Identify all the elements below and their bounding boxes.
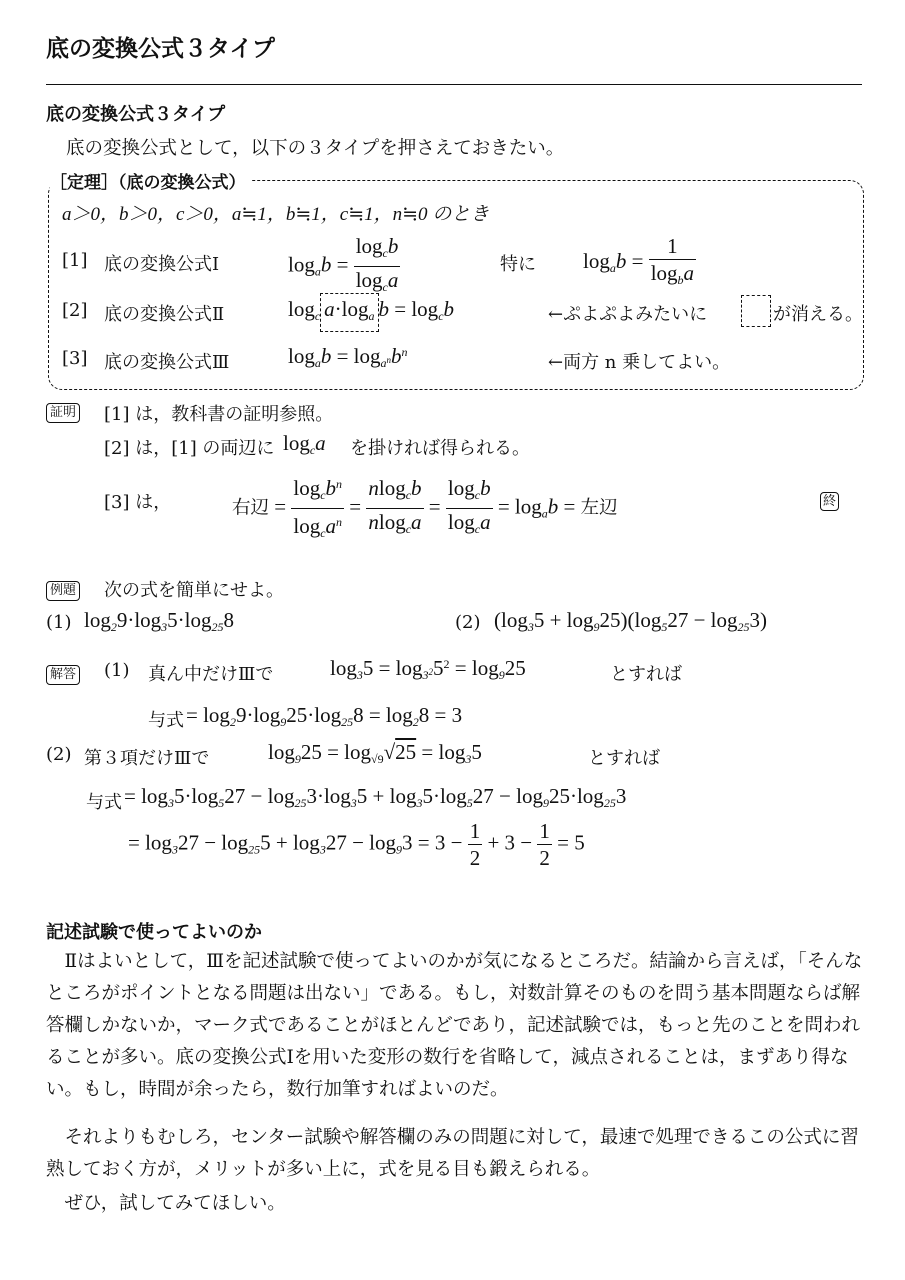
answer-1-step: $\log_35 = \log_{3^2}5^2 = \log_925$	[330, 656, 526, 682]
lhs-label: 左辺	[580, 497, 618, 519]
answer-2-expr-label: 与式	[86, 792, 122, 813]
theorem-item-1-name: 底の変換公式Ⅰ	[104, 254, 220, 275]
answer-1-then: とすれば	[610, 664, 682, 685]
formula-2: $\log_c a\cdot\log_a$ $b = \log_cb$	[288, 293, 454, 332]
end-mark: 終	[820, 492, 839, 511]
answer-2-intro: 第３項だけⅢで	[84, 748, 210, 769]
proof-tag: 証明	[46, 403, 80, 423]
section2-paragraph-1: Ⅱはよいとして，Ⅲを記述試験で使ってよいのかが気になるところだ。結論から言えば，「そんなところがポイントとなる問題は出ない」である。もし，対数計算そのものを問う基本問題ならば解答欄しかないか，マーク式であることがほとんどであり，記述試験では，もっと先のことを問われることが多い。底の変換公式Ⅰを用いた変形の数行を省略して，減点されることは，まずあり得ない。もし，時間が余ったら，数行加筆すればよいのだ。	[46, 951, 863, 1100]
theorem-item-3-name: 底の変換公式Ⅲ	[104, 352, 230, 373]
formula-1: $\log_ab$ = $\frac{\log_cb}{\log_ca}$	[288, 233, 400, 300]
dashed-box-icon	[741, 295, 771, 327]
intro-text: 底の変換公式として，以下の３タイプを押さえておきたい。	[66, 138, 565, 159]
theorem-item-2-num: [2]	[62, 300, 88, 321]
formula-2-note-post: が消える。	[773, 304, 863, 325]
section-heading: 底の変換公式３タイプ	[46, 104, 226, 125]
answer-2-then: とすれば	[588, 748, 660, 769]
proof-tag-wrap	[46, 400, 80, 423]
page-title: 底の変換公式３タイプ	[46, 36, 275, 62]
section2-heading: 記述試験で使ってよいのか	[46, 922, 262, 943]
formula-2-note-pre: ←ぷよぷよみたいに	[548, 304, 708, 325]
answer-tag: 解答	[46, 665, 80, 685]
section2-paragraph-3: ぜひ，試してみてほしい。	[46, 1193, 286, 1214]
problem-2-expr: $(\log_35 + \log_925)(\log_527 - \log_{25}3)$	[494, 608, 768, 634]
theorem-label: ［定理］（底の変換公式）	[50, 168, 252, 193]
special-label: 特に	[500, 254, 536, 275]
title-divider	[46, 84, 862, 85]
answer-1-expr-label: 与式	[148, 710, 184, 731]
example-instruction: 次の式を簡単にせよ。	[104, 580, 284, 601]
proof-line-2-pre: [2] は，[1] の両辺に	[104, 438, 275, 459]
theorem-item-3-num: [3]	[62, 348, 88, 369]
theorem-item-1-num: [1]	[62, 250, 88, 271]
answer-1-num: (1)	[104, 660, 130, 681]
proof-line-2-math: $\log_ca$	[283, 431, 326, 457]
problem-1-expr: $\log_29\cdot\log_35\cdot\log_{25}8$	[84, 608, 234, 634]
answer-1-result: = $\log_29\cdot\log_925\cdot\log_{25}8 = \log_28 = 3$	[186, 703, 463, 729]
answer-2-line-2: = $\log_327 - \log_{25}5 + \log_327 - \log_93 = 3$ − $\frac{1}{2}$ + 3 − $\frac{1}{2}$ = 5	[128, 819, 585, 870]
formula-3-note: ←両方 n 乗してよい。	[548, 352, 731, 373]
answer-2-step: $\log_925 = \log_{√9}√25 = \log_35$	[268, 740, 482, 766]
section2-paragraph-2: それよりもむしろ，センター試験や解答欄のみの問題に対して，最速で処理できるこの公式に習熟しておく方が，メリットが多い上に，式を見る目も鍛えられる。	[46, 1127, 859, 1180]
rhs-label: 右辺	[232, 497, 270, 519]
formula-1-special: $\log_ab$ = $\frac{1}{\log_ba}$	[583, 233, 696, 293]
problem-2-num: (2)	[455, 612, 481, 633]
answer-tag-wrap	[46, 662, 80, 685]
proof-line-1: [1] は，教科書の証明参照。	[104, 404, 334, 425]
problem-1-num: (1)	[46, 612, 72, 633]
theorem-conditions: a＞0，b＞0，c＞0，a≒1，b≒1，c≒1，n≒0 のとき	[62, 204, 490, 225]
end-mark-wrap	[820, 489, 839, 511]
proof-line-3-pre: [3] は，	[104, 492, 172, 513]
answer-1-intro: 真ん中だけⅢで	[148, 664, 274, 685]
example-tag-wrap	[46, 578, 80, 601]
example-tag: 例題	[46, 581, 80, 601]
proof-line-3-math: 右辺 = $\frac{\log_cb^n}{\log_ca^n}$ = $\frac{nlog_cb}{nlog_ca}$ = $\frac{\log_cb}{\log_ca}$ = $\log_ab$ = 左辺	[232, 471, 618, 546]
formula-3: $\log_ab = \log_{a^n}b^n$	[288, 344, 408, 370]
answer-2-num: (2)	[46, 744, 72, 765]
answer-2-line-1: = $\log_35\cdot\log_527 - \log_{25}3\cdot\log_35 + \log_35\cdot\log_527 - \log_925\cdot\log_{25}3$	[124, 784, 627, 810]
theorem-item-2-name: 底の変換公式Ⅱ	[104, 304, 225, 325]
proof-line-2-post: を掛ければ得られる。	[350, 438, 530, 459]
